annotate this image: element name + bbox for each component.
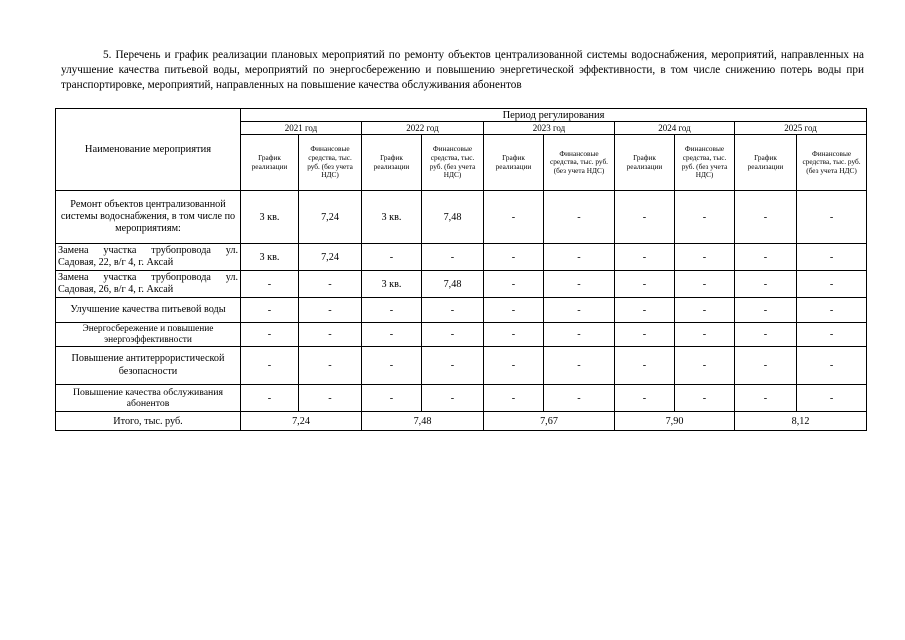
table-cell: - xyxy=(797,271,867,298)
section-heading-text: 5. Перечень и график реализации плановых мероприятий по ремонту объектов централизованной системы водоснабжения, мероприятий, направленных на улучшение качества питьевой воды, мероприятий по энергосбережению и повышению энергетической эффективности, в том числе снижению потерь воды при транспортировке, мероприятий, направленных на повышение качества обслуживания абонентов xyxy=(61,49,864,92)
table-cell: - xyxy=(299,298,362,323)
table-cell: - xyxy=(735,244,797,271)
table-cell: - xyxy=(675,191,735,244)
total-row xyxy=(56,412,867,431)
table-cell: - xyxy=(299,347,362,385)
table-cell: - xyxy=(241,347,299,385)
table-cell: - xyxy=(241,385,299,412)
table-cell: - xyxy=(484,323,544,347)
schedule-header: График реализации xyxy=(484,135,544,191)
table-cell: - xyxy=(422,347,484,385)
total-value-2022: 7,48 xyxy=(362,412,484,431)
row-name: Повышение антитеррористической безопасности xyxy=(56,347,241,385)
table-cell: - xyxy=(735,191,797,244)
period-header: Период регулирования xyxy=(241,109,867,122)
table-cell: 3 кв. xyxy=(241,244,299,271)
table-cell: 7,48 xyxy=(422,271,484,298)
table-cell: - xyxy=(544,347,615,385)
table-cell: - xyxy=(241,323,299,347)
row-name: Энергосбережение и повышение энергоэффективности xyxy=(56,323,241,347)
table-cell: - xyxy=(735,323,797,347)
table-cell: - xyxy=(299,323,362,347)
plan-table xyxy=(55,108,867,431)
table-cell: - xyxy=(615,298,675,323)
year-header-2021: 2021 год xyxy=(241,122,362,135)
table-cell: - xyxy=(735,298,797,323)
table-row xyxy=(56,244,867,271)
total-label: Итого, тыс. руб. xyxy=(56,412,241,431)
table-cell: - xyxy=(422,298,484,323)
table-cell: - xyxy=(362,385,422,412)
section-heading xyxy=(61,48,864,93)
table-row xyxy=(56,347,867,385)
table-cell: - xyxy=(675,244,735,271)
table-cell: - xyxy=(615,244,675,271)
year-header-2023: 2023 год xyxy=(484,122,615,135)
table-cell: - xyxy=(675,323,735,347)
table-cell: - xyxy=(797,244,867,271)
table-cell: - xyxy=(544,191,615,244)
table-cell: - xyxy=(484,347,544,385)
table-cell: - xyxy=(241,298,299,323)
table-cell: - xyxy=(241,271,299,298)
table-cell: - xyxy=(735,347,797,385)
table-cell: - xyxy=(484,191,544,244)
finance-header: Финансовые средства, тыс. руб. (без учета НДС) xyxy=(299,135,362,191)
table-cell: - xyxy=(797,323,867,347)
table-cell: 3 кв. xyxy=(362,191,422,244)
table-row xyxy=(56,298,867,323)
table-cell: - xyxy=(615,347,675,385)
schedule-header: График реализации xyxy=(615,135,675,191)
total-value-2021: 7,24 xyxy=(241,412,362,431)
table-cell: - xyxy=(422,244,484,271)
table-cell: - xyxy=(484,244,544,271)
total-value-2023: 7,67 xyxy=(484,412,615,431)
finance-header: Финансовые средства, тыс. руб. (без учета НДС) xyxy=(422,135,484,191)
table-cell: - xyxy=(544,244,615,271)
table-cell: - xyxy=(615,385,675,412)
schedule-header: График реализации xyxy=(241,135,299,191)
schedule-header: График реализации xyxy=(735,135,797,191)
schedule-header: График реализации xyxy=(362,135,422,191)
table-cell: - xyxy=(422,323,484,347)
table-cell: - xyxy=(675,271,735,298)
table-cell: - xyxy=(675,347,735,385)
finance-header: Финансовые средства, тыс. руб. (без учета НДС) xyxy=(544,135,615,191)
table-row xyxy=(56,191,867,244)
table-cell: - xyxy=(484,271,544,298)
table-cell: - xyxy=(362,244,422,271)
table-cell: 7,48 xyxy=(422,191,484,244)
table-cell: - xyxy=(362,347,422,385)
table-cell: - xyxy=(675,298,735,323)
table-cell: - xyxy=(544,323,615,347)
table-cell: - xyxy=(299,385,362,412)
finance-header: Финансовые средства, тыс. руб. (без учета НДС) xyxy=(797,135,867,191)
table-cell: - xyxy=(735,271,797,298)
table-cell: - xyxy=(299,271,362,298)
table-cell: 3 кв. xyxy=(241,191,299,244)
total-value-2025: 8,12 xyxy=(735,412,867,431)
table-cell: 3 кв. xyxy=(362,271,422,298)
total-value-2024: 7,90 xyxy=(615,412,735,431)
row-name: Повышение качества обслуживания абонентов xyxy=(56,385,241,412)
year-header-2024: 2024 год xyxy=(615,122,735,135)
row-name: Ремонт объектов централизованной системы водоснабжения, в том числе по мероприятиям: xyxy=(56,191,241,244)
table-cell: - xyxy=(484,385,544,412)
table-row xyxy=(56,323,867,347)
table-row xyxy=(56,271,867,298)
table-cell: - xyxy=(615,323,675,347)
table-row xyxy=(56,385,867,412)
table-cell: - xyxy=(615,191,675,244)
table-cell: - xyxy=(797,191,867,244)
name-column-header: Наименование мероприятия xyxy=(56,109,241,191)
table-cell: - xyxy=(484,298,544,323)
table-cell: - xyxy=(362,298,422,323)
row-name: Замена участка трубопровода ул. Садовая, 26, в/г 4, г. Аксай xyxy=(56,271,241,298)
table-cell: - xyxy=(544,298,615,323)
table-cell: - xyxy=(797,385,867,412)
table-cell: - xyxy=(675,385,735,412)
year-header-2025: 2025 год xyxy=(735,122,867,135)
table-cell: 7,24 xyxy=(299,191,362,244)
row-name: Улучшение качества питьевой воды xyxy=(56,298,241,323)
table-cell: - xyxy=(544,271,615,298)
row-name: Замена участка трубопровода ул. Садовая, 22, в/г 4, г. Аксай xyxy=(56,244,241,271)
table-cell: - xyxy=(615,271,675,298)
year-header-2022: 2022 год xyxy=(362,122,484,135)
table-cell: - xyxy=(797,298,867,323)
table-cell: - xyxy=(422,385,484,412)
table-cell: - xyxy=(362,323,422,347)
table-cell: 7,24 xyxy=(299,244,362,271)
finance-header: Финансовые средства, тыс. руб. (без учета НДС) xyxy=(675,135,735,191)
table-cell: - xyxy=(735,385,797,412)
table-cell: - xyxy=(544,385,615,412)
table-cell: - xyxy=(797,347,867,385)
